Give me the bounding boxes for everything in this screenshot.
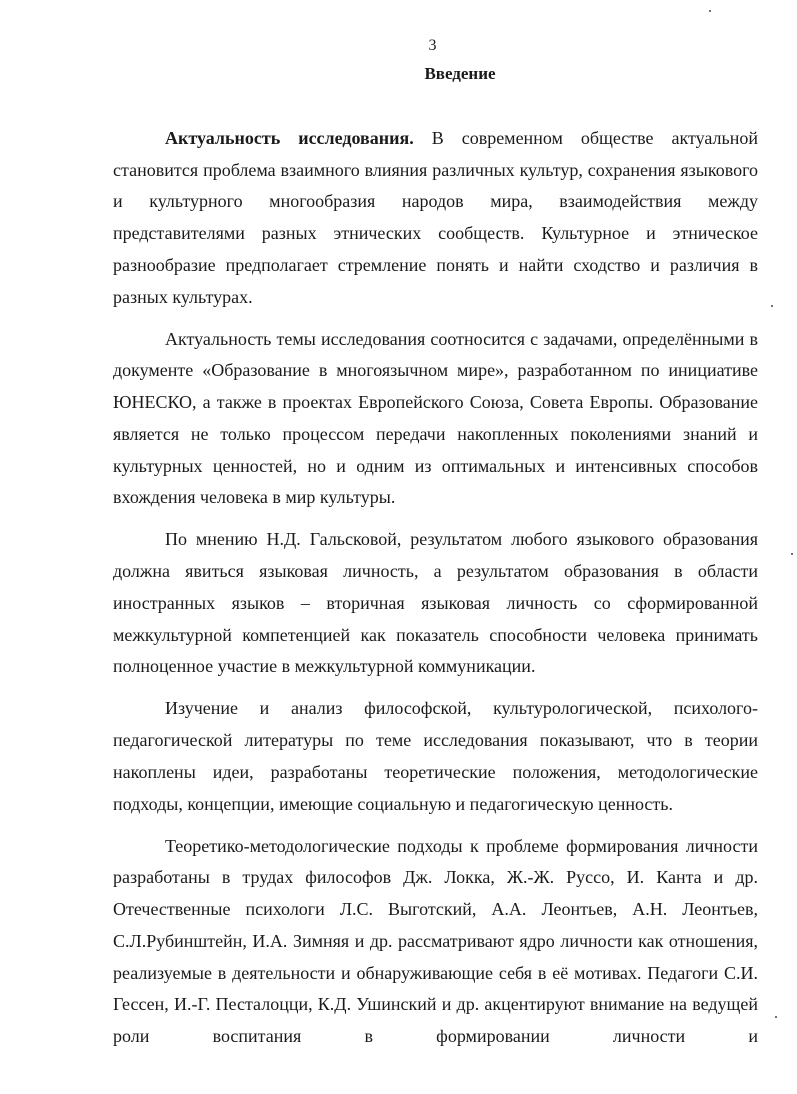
paragraph-galskova: По мнению Н.Д. Гальсковой, результатом любого языкового образования должна явиться языковая личность, а результатом образования в области иностранных языков – вторичная языковая личность со сформированной межкультурной компетенцией как показатель способности человека принимать полноценное участие в межкультурной коммуникации. bbox=[113, 529, 758, 677]
scan-speck bbox=[791, 553, 793, 555]
page-number: 3 bbox=[428, 37, 437, 54]
document-body bbox=[113, 123, 758, 1053]
paragraph-unesco: Актуальность темы исследования соотносится с задачами, определёнными в документе «Образование в многоязычном мире», разработанном по инициативе ЮНЕСКО, а также в проектах Европейского Союза, Совета Европы. Образование является не только процессом передачи накопленных поколениями знаний и культурных ценностей, но и одним из оптимальных и интенсивных способов вхождения человека в мир культуры. bbox=[113, 328, 758, 508]
paragraph-relevance bbox=[113, 123, 758, 313]
scan-speck bbox=[775, 1016, 777, 1018]
paragraph-methodology: Теоретико-методологические подходы к проблеме формирования личности разработаны в трудах философов Дж. Локка, Ж.-Ж. Руссо, И. Канта и др. Отечественные психологи Л.С. Выготский, А.А. Леонтьев, А.Н. Леонтьев, С.Л.Рубинштейн, И.А. Зимняя и др. рассматривают ядро личности как отношения, реализуемые в деятельности и обнаруживающие себя в её мотивах. Педагоги С.И. Гессен, И.-Г. Песталоцци, К.Д. Ушинский и др. акцентируют внимание на ведущей роли воспитания в формировании личности и bbox=[113, 835, 758, 1046]
scan-speck bbox=[771, 305, 773, 307]
page-title: Введение bbox=[424, 64, 496, 83]
paragraph-analysis: Изучение и анализ философской, культурологической, психолого-педагогической литературы по теме исследования показывают, что в теории накоплены идеи, разработаны теоретические положения, методологические подходы, концепции, имеющие социальную и педагогическую ценность. bbox=[113, 698, 758, 814]
paragraph-lead-in: Актуальность исследования. bbox=[165, 128, 414, 148]
paragraph-text: В современном обществе актуальной становится проблема взаимного влияния различных культур, сохранения языкового и культурного многообразия народов мира, взаимодействия между представителями разных этнических сообществ. Культурное и этническое разнообразие предполагает стремление понять и найти сходство и различия в разных культурах. bbox=[113, 128, 758, 307]
scan-speck bbox=[709, 10, 711, 12]
